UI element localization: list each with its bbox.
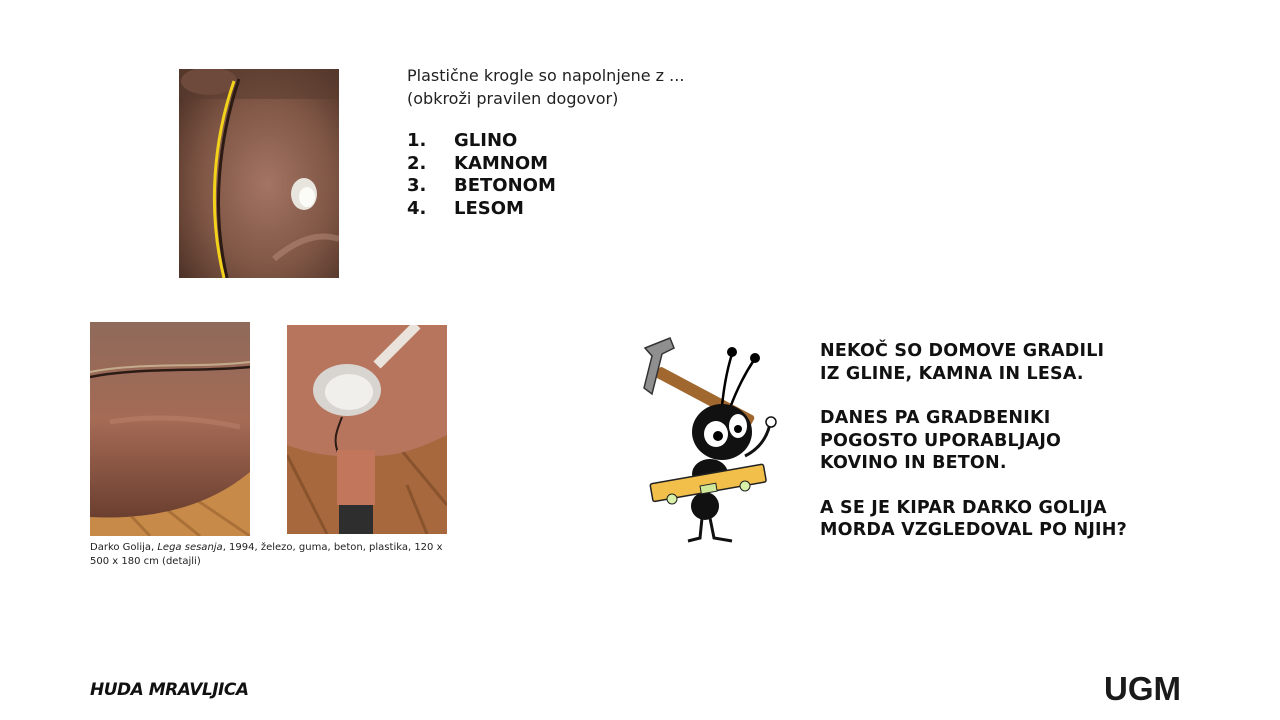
ant-text-line: POGOSTO UPORABLJAJO <box>820 430 1062 451</box>
question-line-2: (obkroži pravilen dogovor) <box>407 89 619 108</box>
ant-text-line: A SE JE KIPAR DARKO GOLIJA <box>820 497 1107 518</box>
option-label: BETONOM <box>454 175 556 196</box>
ant-text-paragraph-2 <box>820 407 1200 475</box>
caption-author: Darko Golija, <box>90 542 158 553</box>
huda-mravljica-logo: HUDA MRAVLJICA <box>90 680 249 700</box>
answer-option[interactable] <box>407 198 556 221</box>
option-label: LESOM <box>454 197 524 219</box>
option-number: 4. <box>407 197 427 219</box>
artwork-caption <box>90 541 460 569</box>
question-line-1: Plastične krogle so napolnjene z ... <box>407 66 685 85</box>
ant-mascot-illustration <box>640 336 805 546</box>
answer-options-list <box>407 130 556 220</box>
ant-text-paragraph-1 <box>820 340 1200 385</box>
option-label: KAMNOM <box>454 152 549 174</box>
caption-title: Lega sesanja <box>157 542 223 553</box>
option-number: 2. <box>407 152 427 174</box>
answer-option[interactable] <box>407 130 556 153</box>
option-label: GLINO <box>454 130 518 151</box>
ant-text-paragraph-3 <box>820 497 1200 542</box>
ant-text-line: KOVINO IN BETON. <box>820 453 1007 473</box>
sculpture-photo-detail-2 <box>287 325 447 534</box>
ant-speech-text <box>820 340 1200 564</box>
answer-option[interactable] <box>407 153 556 176</box>
option-number: 1. <box>407 130 427 151</box>
sculpture-photo-top <box>179 69 339 278</box>
question-text <box>407 64 827 110</box>
ant-text-line: DANES PA GRADBENIKI <box>820 408 1051 428</box>
option-number: 3. <box>407 175 427 196</box>
ant-text-line: IZ GLINE, KAMNA IN LESA. <box>820 363 1084 384</box>
answer-option[interactable] <box>407 175 556 198</box>
sculpture-photo-detail-1 <box>90 322 250 536</box>
ant-text-line: MORDA VZGLEDOVAL PO NJIH? <box>820 520 1127 540</box>
ugm-logo: UGM <box>1104 670 1181 707</box>
ant-text-line: NEKOČ SO DOMOVE GRADILI <box>820 341 1105 361</box>
caption-details: , 1994, železo, guma, beton, plastika, 120 x 500 x 180 cm (detajli) <box>90 542 443 567</box>
